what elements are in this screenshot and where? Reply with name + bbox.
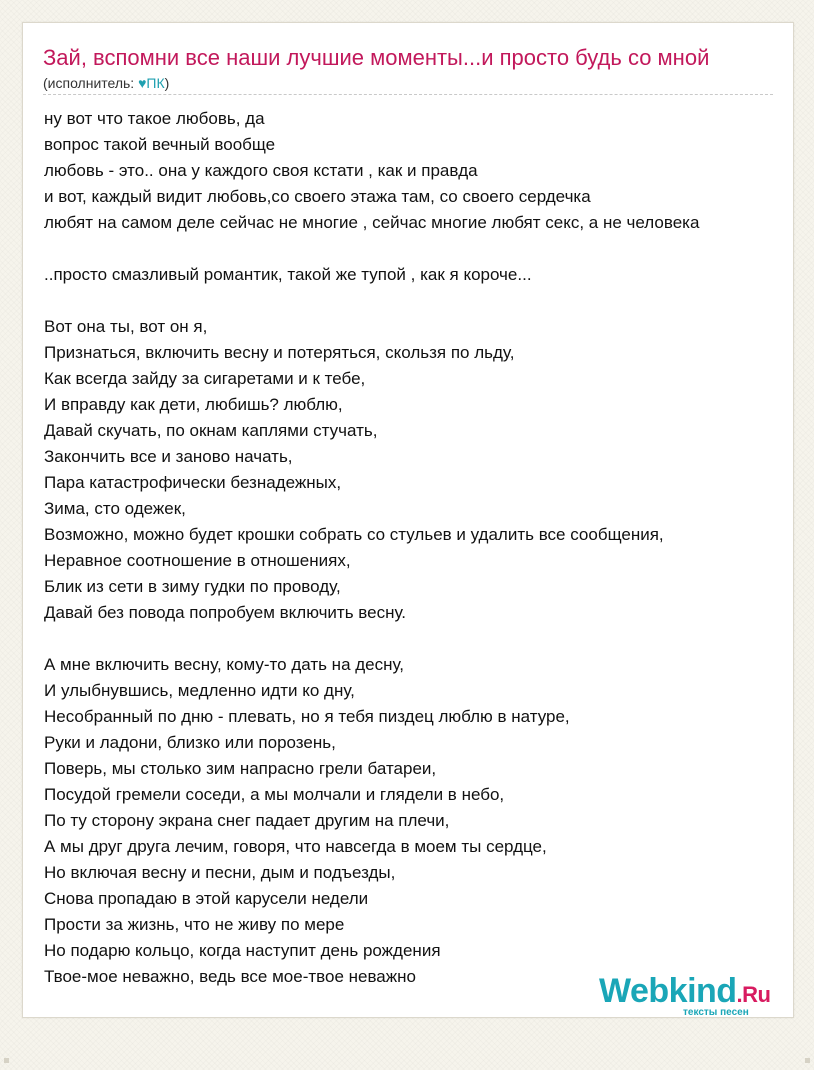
lyrics-card: [22, 22, 794, 1018]
lyric-line: И улыбнувшись, медленно идти ко дну,: [44, 681, 355, 700]
lyric-line: Вот она ты, вот он я,: [44, 317, 208, 336]
lyric-line: ну вот что такое любовь, да: [44, 109, 265, 128]
lyric-line: Но подарю кольцо, когда наступит день рождения: [44, 941, 441, 960]
lyric-blank-line: [44, 288, 804, 314]
heart-icon: ♥: [138, 75, 147, 91]
lyric-line: Несобранный по дню - плевать, но я тебя пиздец люблю в натуре,: [44, 707, 570, 726]
logo-name: Webkind: [599, 972, 737, 1010]
artist-line: [43, 75, 169, 91]
lyric-line: Пара катастрофически безнадежных,: [44, 473, 342, 492]
lyric-line: Давай скучать, по окнам каплями стучать,: [44, 421, 378, 440]
lyric-blank-line: [44, 626, 804, 652]
song-title: Зай, вспомни все наши лучшие моменты...и просто будь со мной: [43, 45, 710, 70]
lyric-line: Давай без повода попробуем включить весну.: [44, 603, 406, 622]
lyric-line: ..просто смазливый романтик, такой же тупой , как я короче...: [44, 265, 532, 284]
artist-link[interactable]: [138, 75, 165, 91]
page-corner-mark: [805, 1058, 810, 1063]
lyric-line: Неравное соотношение в отношениях,: [44, 551, 351, 570]
lyric-line: Но включая весну и песни, дым и подъезды,: [44, 863, 396, 882]
lyric-line: Посудой гремели соседи, а мы молчали и глядели в небо,: [44, 785, 505, 804]
page-corner-mark: [4, 1058, 9, 1063]
logo-tld: .Ru: [736, 982, 771, 1007]
lyric-line: Поверь, мы столько зим напрасно грели батареи,: [44, 759, 437, 778]
lyric-blank-line: [44, 236, 804, 262]
artist-prefix: (исполнитель:: [43, 75, 139, 91]
lyric-line: и вот, каждый видит любовь,со своего этажа там, со своего сердечка: [44, 187, 591, 206]
lyric-line: Твое-мое неважно, ведь все мое-твое неважно: [44, 967, 416, 986]
lyric-line: Признаться, включить весну и потеряться, скользя по льду,: [44, 343, 515, 362]
lyric-line: Руки и ладони, близко или порозень,: [44, 733, 336, 752]
lyric-line: А мы друг друга лечим, говоря, что навсегда в моем ты сердце,: [44, 837, 547, 856]
lyric-line: И вправду как дети, любишь? люблю,: [44, 395, 343, 414]
lyric-line: Снова пропадаю в этой карусели недели: [44, 889, 369, 908]
lyric-line: По ту сторону экрана снег падает другим на плечи,: [44, 811, 450, 830]
lyric-line: любовь - это.. она у каждого своя кстати , как и правда: [44, 161, 478, 180]
lyric-line: любят на самом деле сейчас не многие , сейчас многие любят секс, а не человека: [44, 213, 700, 232]
artist-suffix: ): [164, 75, 170, 91]
webkind-logo[interactable]: [599, 971, 789, 1017]
lyric-line: Прости за жизнь, что не живу по мере: [44, 915, 345, 934]
lyric-line: вопрос такой вечный вообще: [44, 135, 276, 154]
lyric-line: Закончить все и заново начать,: [44, 447, 293, 466]
title-divider: [43, 94, 773, 95]
lyric-line: Зима, сто одежек,: [44, 499, 186, 518]
lyrics-text: [44, 106, 804, 990]
lyric-line: Блик из сети в зиму гудки по проводу,: [44, 577, 341, 596]
lyric-line: Возможно, можно будет крошки собрать со стульев и удалить все сообщения,: [44, 525, 664, 544]
artist-name: ПК: [146, 75, 165, 91]
lyric-line: Как всегда зайду за сигаретами и к тебе,: [44, 369, 366, 388]
logo-tagline: тексты песен: [683, 1007, 749, 1018]
lyric-line: А мне включить весну, кому-то дать на десну,: [44, 655, 405, 674]
